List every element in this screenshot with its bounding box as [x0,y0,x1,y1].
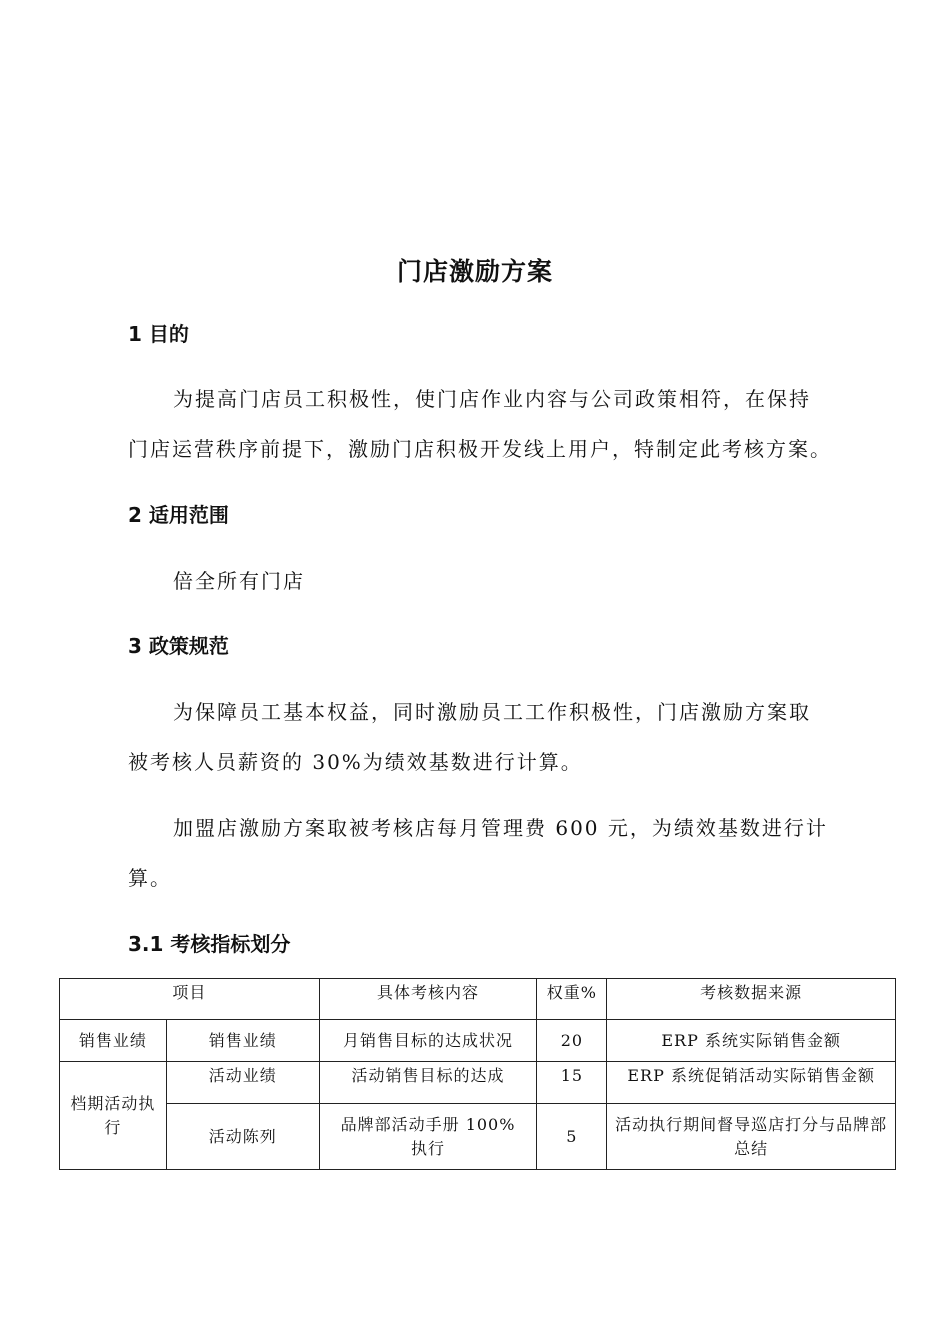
paragraph-franchise-line2: 算。 [128,866,172,890]
header-item: 项目 [60,979,320,1020]
indicator-table [59,978,896,1170]
paragraph-purpose-line2: 门店运营秩序前提下，激励门店积极开发线上用户，特制定此考核方案。 [128,437,832,461]
paragraph-franchise-line1: 加盟店激励方案取被考核店每月管理费 600 元，为绩效基数进行计 [173,816,828,840]
paragraph-policy-line1: 为保障员工基本权益，同时激励员工工作积极性，门店激励方案取 [173,700,811,724]
cell-weight: 15 [537,1062,607,1104]
table-header-row [60,979,896,1020]
header-weight: 权重% [537,979,607,1020]
cell-weight: 20 [537,1020,607,1062]
cell-source: 活动执行期间督导巡店打分与品牌部总结 [607,1104,896,1170]
paragraph-scope: 倍全所有门店 [173,569,305,593]
cell-item: 销售业绩 [166,1020,319,1062]
table-row [60,1062,896,1104]
cell-content: 月销售目标的达成状况 [319,1020,537,1062]
cell-source: ERP 系统实际销售金额 [607,1020,896,1062]
cell-item: 活动陈列 [166,1104,319,1170]
header-source: 考核数据来源 [607,979,896,1020]
cell-content: 活动销售目标的达成 [319,1062,537,1104]
cell-group: 销售业绩 [60,1020,167,1062]
section-heading-scope: 2 适用范围 [128,503,229,527]
paragraph-policy-line2: 被考核人员薪资的 30%为绩效基数进行计算。 [128,750,583,774]
header-content: 具体考核内容 [319,979,537,1020]
cell-weight: 5 [537,1104,607,1170]
cell-item: 活动业绩 [166,1062,319,1104]
section-heading-indicators: 3.1 考核指标划分 [128,932,291,956]
cell-group: 档期活动执行 [60,1062,167,1170]
section-heading-policy: 3 政策规范 [128,634,229,658]
table-row [60,1104,896,1170]
table-row [60,1020,896,1062]
paragraph-purpose-line1: 为提高门店员工积极性，使门店作业内容与公司政策相符，在保持 [173,387,811,411]
page-title: 门店激励方案 [396,257,553,286]
section-heading-purpose: 1 目的 [128,322,189,346]
cell-source: ERP 系统促销活动实际销售金额 [607,1062,896,1104]
cell-content: 品牌部活动手册 100%执行 [319,1104,537,1170]
